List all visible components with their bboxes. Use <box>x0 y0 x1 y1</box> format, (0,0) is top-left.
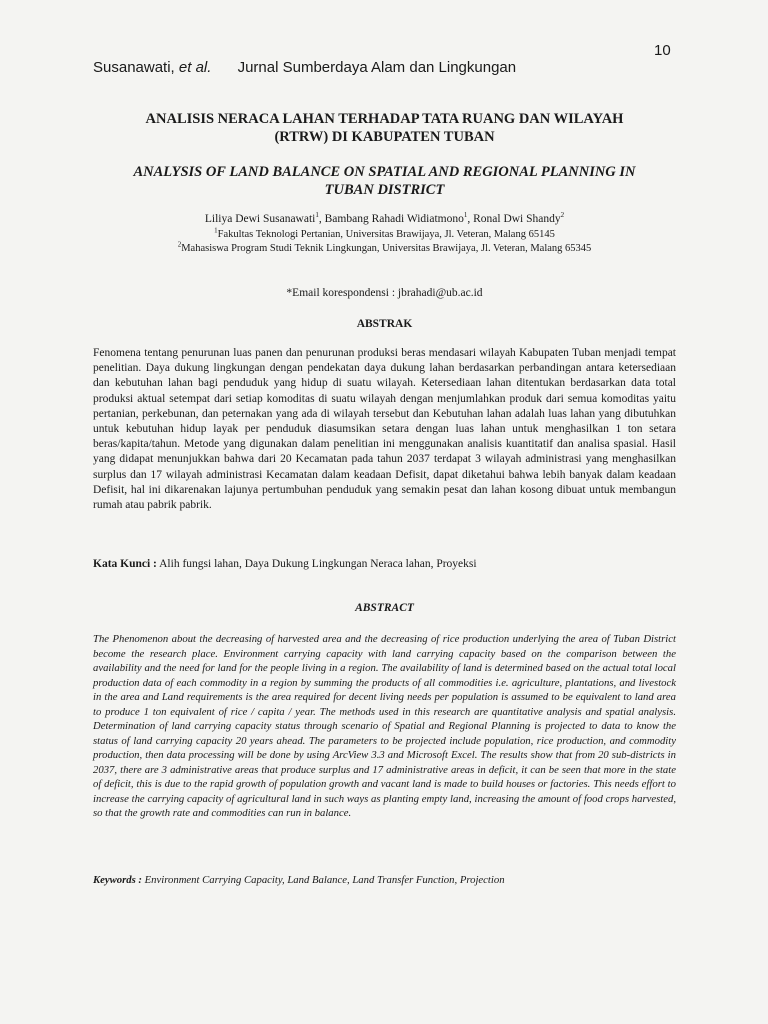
abstrak-body: Fenomena tentang penurunan luas panen dan penurunan produksi beras mendasari wilayah Kabupaten Tuban menjadi tempat penelitian. Daya dukung lingkungan dengan pendekatan daya dukung lahan berdasarkan perbandingan antara ketersediaan dan kebutuhan lahan bagi penduduk yang hidup di suatu wilayah. Ketersediaan lahan ditentukan berdasarkan data total produksi aktual setempat dari setiap komoditas di suatu wilayah dengan menjumlahkan produk dari semua komoditas yaitu pertanian, perkebunan, dan peternakan yang ada di wilayah tersebut dan Kebutuhan lahan adalah luas lahan yang dibutuhkan untuk kebutuhan hidup layak per penduduk diasumsikan setara dengan luas lahan untuk menghasilkan 1 ton setara beras/kapita/tahun. Metode yang digunakan dalam penelitian ini menggunakan analisis kuantitatif dan analisa spasial. Hasil yang didapat menunjukkan bahwa dari 20 Kecamatan pada tahun 2037 terdapat 3 wilayah administrasi yang menghasilkan surplus dan 17 wilayah administrasi Kecamatan dalam keadaan Defisit, dapat diketahui bahwa lebih banyak dalam keadaan Defisit, hal ini dikarenakan lajunya pertumbuhan penduduk yang semakin pesat dan lahan kosong dibuat untuk membangun rumah atau pabrik pabrik. <box>93 347 676 512</box>
page-number: 10 <box>654 42 671 59</box>
title-english: ANALYSIS OF LAND BALANCE ON SPATIAL AND REGIONAL PLANNING IN TUBAN DISTRICT <box>133 164 636 198</box>
keywords: Keywords : Environment Carrying Capacity, Land Balance, Land Transfer Function, Projection <box>93 874 505 886</box>
abstrak-heading: ABSTRAK <box>356 318 413 330</box>
header-authors: Susanawati, et al. <box>93 59 212 76</box>
keywords-label: Keywords : <box>93 874 142 886</box>
title-indonesian: ANALISIS NERACA LAHAN TERHADAP TATA RUANG DAN WILAYAH (RTRW) DI KABUPATEN TUBAN <box>145 111 624 145</box>
abstract-body: The Phenomenon about the decreasing of harvested area and the decreasing of rice production underlying the area of Tuban District become the research place. Environment carrying capacity with land carrying capacity based on the comparison between the availability and the need for land for the people living in a region. The availability of land is determined based on the actual total local production data of each commodity in a region by summing the products of all commodities i.e. agriculture, plantations, and livestock in the area and Land requirements is the area required for decent living needs per population is assumed to be equivalent to land area to produce 1 ton equivalent of rice / capita / year. The methods used in this research are quantitative analysis and spatial analysis. Determination of land carrying capacity status through scenario of Spatial and Regional Planning is projected to data to know the status of land carrying capacity 20 years ahead. The parameters to be projected include population, rice production, and commodity production, then data processing will be done by using ArcView 3.3 and Microsoft Excel. The results show that from 20 sub-districts in 2037, there are 3 administrative areas that produce surplus and 17 administrative areas in deficit, it can be seen that more in the state of deficit, this is due to the rapid growth of population growth and vacant land is made to build houses or factories. This needs effort to increase the carrying capacity of agricultural land in such ways as planting empty land, increasing the amount of food crops harvested, so that the growth rate and commodities can run in balance. <box>93 633 676 819</box>
kata-kunci: Kata Kunci : Alih fungsi lahan, Daya Dukung Lingkungan Neraca lahan, Proyeksi <box>93 558 477 570</box>
abstract-heading: ABSTRACT <box>355 602 414 614</box>
running-header <box>93 59 516 76</box>
affiliation-1: $^1$Fakultas Teknologi Pertanian, Universitas Brawijaya, Jl. Veteran, Malang 65145 <box>214 226 555 240</box>
author-list: Liliya Dewi Susanawati$^1$, Bambang Rahadi Widiatmono$^1$, Ronal Dwi Shandy$^2$ <box>204 211 565 225</box>
affiliation-2: $^2$Mahasiswa Program Studi Teknik Lingkungan, Universitas Brawijaya, Jl. Veteran, Malang 65345 <box>177 240 592 254</box>
kata-kunci-label: Kata Kunci : <box>93 558 157 570</box>
correspondence-email: *Email korespondensi : jbrahadi@ub.ac.id <box>286 287 483 299</box>
header-journal: Jurnal Sumberdaya Alam dan Lingkungan <box>237 59 517 76</box>
